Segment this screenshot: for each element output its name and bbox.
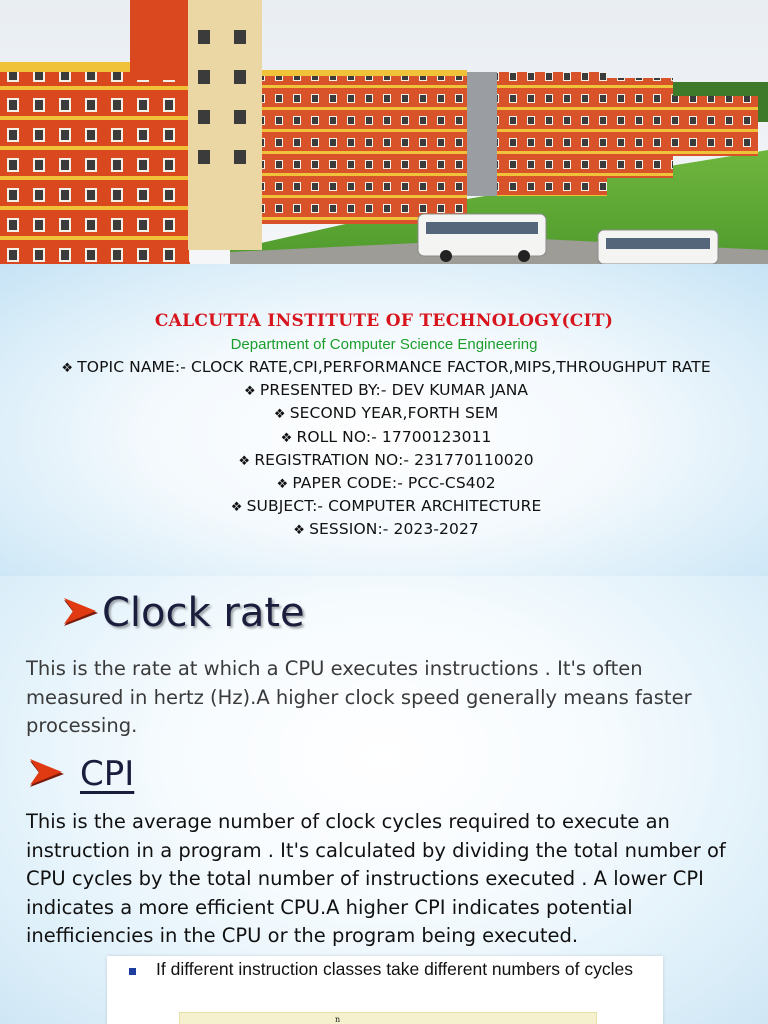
title-slide: [0, 264, 768, 576]
clock-rate-title: Clock rate: [102, 590, 305, 636]
diamond-bullet-icon: ❖: [273, 407, 286, 423]
diamond-bullet-icon: ❖: [243, 384, 256, 400]
diamond-bullet-icon: ❖: [61, 361, 74, 376]
arrow-bullet-icon: [62, 594, 100, 632]
cpi-title: CPI: [80, 754, 135, 794]
info-line-paper-code: ❖ PAPER CODE:- PCC-CS402: [0, 472, 768, 495]
info-line-topic: ❖ TOPIC NAME:- CLOCK RATE,CPI,PERFORMANCE FACTOR,MIPS,THROUGHPUT RATE: [0, 356, 768, 379]
diamond-bullet-icon: ❖: [230, 500, 243, 516]
institute-name: CALCUTTA INSTITUTE OF TECHNOLOGY(CIT): [154, 311, 614, 331]
diamond-bullet-icon: ❖: [276, 476, 289, 492]
embedded-slide-image: [107, 956, 663, 1024]
clock-rate-heading: [62, 590, 305, 636]
info-line-year: ❖ SECOND YEAR,FORTH SEM: [0, 402, 768, 425]
content-slide: [0, 576, 768, 1024]
square-bullet-icon: [129, 968, 136, 975]
info-line-session: ❖ SESSION:- 2023-2027: [0, 518, 768, 541]
arrow-bullet-icon: [28, 755, 66, 793]
campus-illustration: [0, 0, 768, 264]
formula-box: [179, 1012, 597, 1024]
diamond-bullet-icon: ❖: [280, 430, 293, 446]
diamond-bullet-icon: ❖: [293, 523, 305, 539]
info-line-presenter: ❖ PRESENTED BY:- DEV KUMAR JANA: [0, 379, 768, 402]
info-line-roll: ❖ ROLL NO:- 17700123011: [0, 426, 768, 449]
diamond-bullet-icon: ❖: [238, 453, 251, 469]
campus-photo: [0, 0, 768, 264]
cpi-heading: [28, 754, 134, 794]
cpi-description: This is the average number of clock cycles required to execute an instruction in a program . It's calculated by dividing the total number of CPU cycles by the total number of instructions executed . A lower CPI indicates a more efficient CPU.A higher CPI indicates potential inefficiencies in the CPU or the program being executed.: [26, 810, 726, 947]
info-line-registration: ❖ REGISTRATION NO:- 231770110020: [0, 449, 768, 472]
info-list: [0, 356, 768, 542]
info-line-subject: ❖ SUBJECT:- COMPUTER ARCHITECTURE: [0, 495, 768, 518]
department-name: Department of Computer Science Engineering: [230, 336, 538, 353]
formula-symbol: n: [335, 1015, 341, 1024]
embedded-bullet-text: If different instruction classes take different numbers of cycles: [156, 959, 633, 979]
clock-rate-description: This is the rate at which a CPU executes instructions . It's often measured in hertz (Hz).A higher clock speed generally means faster processing.: [26, 657, 692, 737]
